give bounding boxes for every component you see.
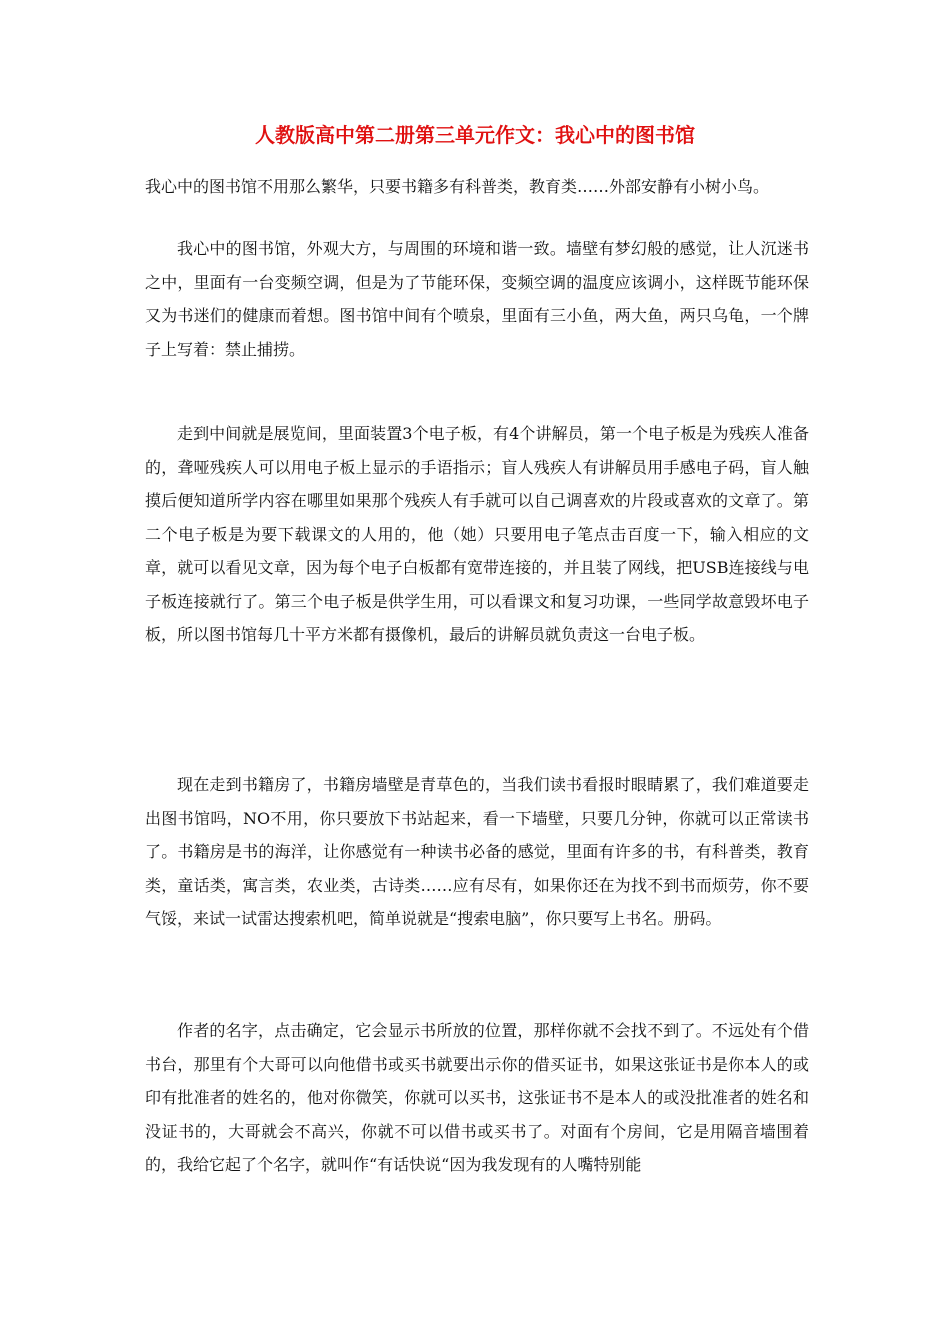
body-paragraph-exterior: 我心中的图书馆，外观大方，与周围的环境和谐一致。墙壁有梦幻般的感觉，让人沉迷书之中，里面有一台变频空调，但是为了节能环保，变频空调的温度应该调小，这样既节能环保又为书迷们的健康而着想。图书馆中间有个喷泉，里面有三小鱼，两大鱼，两只乌龟，一个牌子上写着：禁止捕捞。: [145, 239, 809, 359]
intro-paragraph: 我心中的图书馆不用那么繁华，只要书籍多有科普类，教育类……外部安静有小树小鸟。: [145, 177, 770, 196]
body-paragraph-exhibition: 走到中间就是展览间，里面装置3个电子板，有4个讲解员，第一个电子板是为残疾人准备的，聋哑残疾人可以用电子板上显示的手语指示；盲人残疾人有讲解员用手感电子码，盲人触摸后便知道所学内容在哪里如果那个残疾人有手就可以自己调喜欢的片段或喜欢的文章了。第二个电子板是为要下载课文的人用的，他（她）只要用电子笔点击百度一下，输入相应的文章，就可以看见文章，因为每个电子白板都有宽带连接的，并且装了网线，把USB连接线与电子板连接就行了。第三个电子板是供学生用，可以看课文和复习功课，一些同学故意毁坏电子板，所以图书馆每几十平方米都有摄像机，最后的讲解员就负责这一台电子板。: [145, 424, 809, 644]
body-paragraph-lending: 作者的名字，点击确定，它会显示书所放的位置，那样你就不会找不到了。不远处有个借书台，那里有个大哥可以向他借书或买书就要出示你的借买证书，如果这张证书是你本人的或印有批准者的姓名的，他对你微笑，你就可以买书，这张证书不是本人的或没批准者的姓名和没证书的，大哥就会不高兴，你就不可以借书或买书了。对面有个房间，它是用隔音墙围着的，我给它起了个名字，就叫作“有话快说“因为我发现有的人嘴特别能: [145, 1021, 809, 1174]
document-title: 人教版高中第二册第三单元作文：我心中的图书馆: [255, 123, 695, 147]
body-paragraph-bookroom: 现在走到书籍房了，书籍房墙壁是青草色的，当我们读书看报时眼睛累了，我们难道要走出图书馆吗，NO不用，你只要放下书站起来，看一下墙壁，只要几分钟，你就可以正常读书了。书籍房是书的海洋，让你感觉有一种读书必备的感觉，里面有许多的书，有科普类，教育类，童话类，寓言类，农业类，古诗类……应有尽有，如果你还在为找不到书而烦劳，你不要气馁，来试一试雷达搜索机吧，简单说就是“搜索电脑”，你只要写上书名。册码。: [145, 775, 809, 928]
